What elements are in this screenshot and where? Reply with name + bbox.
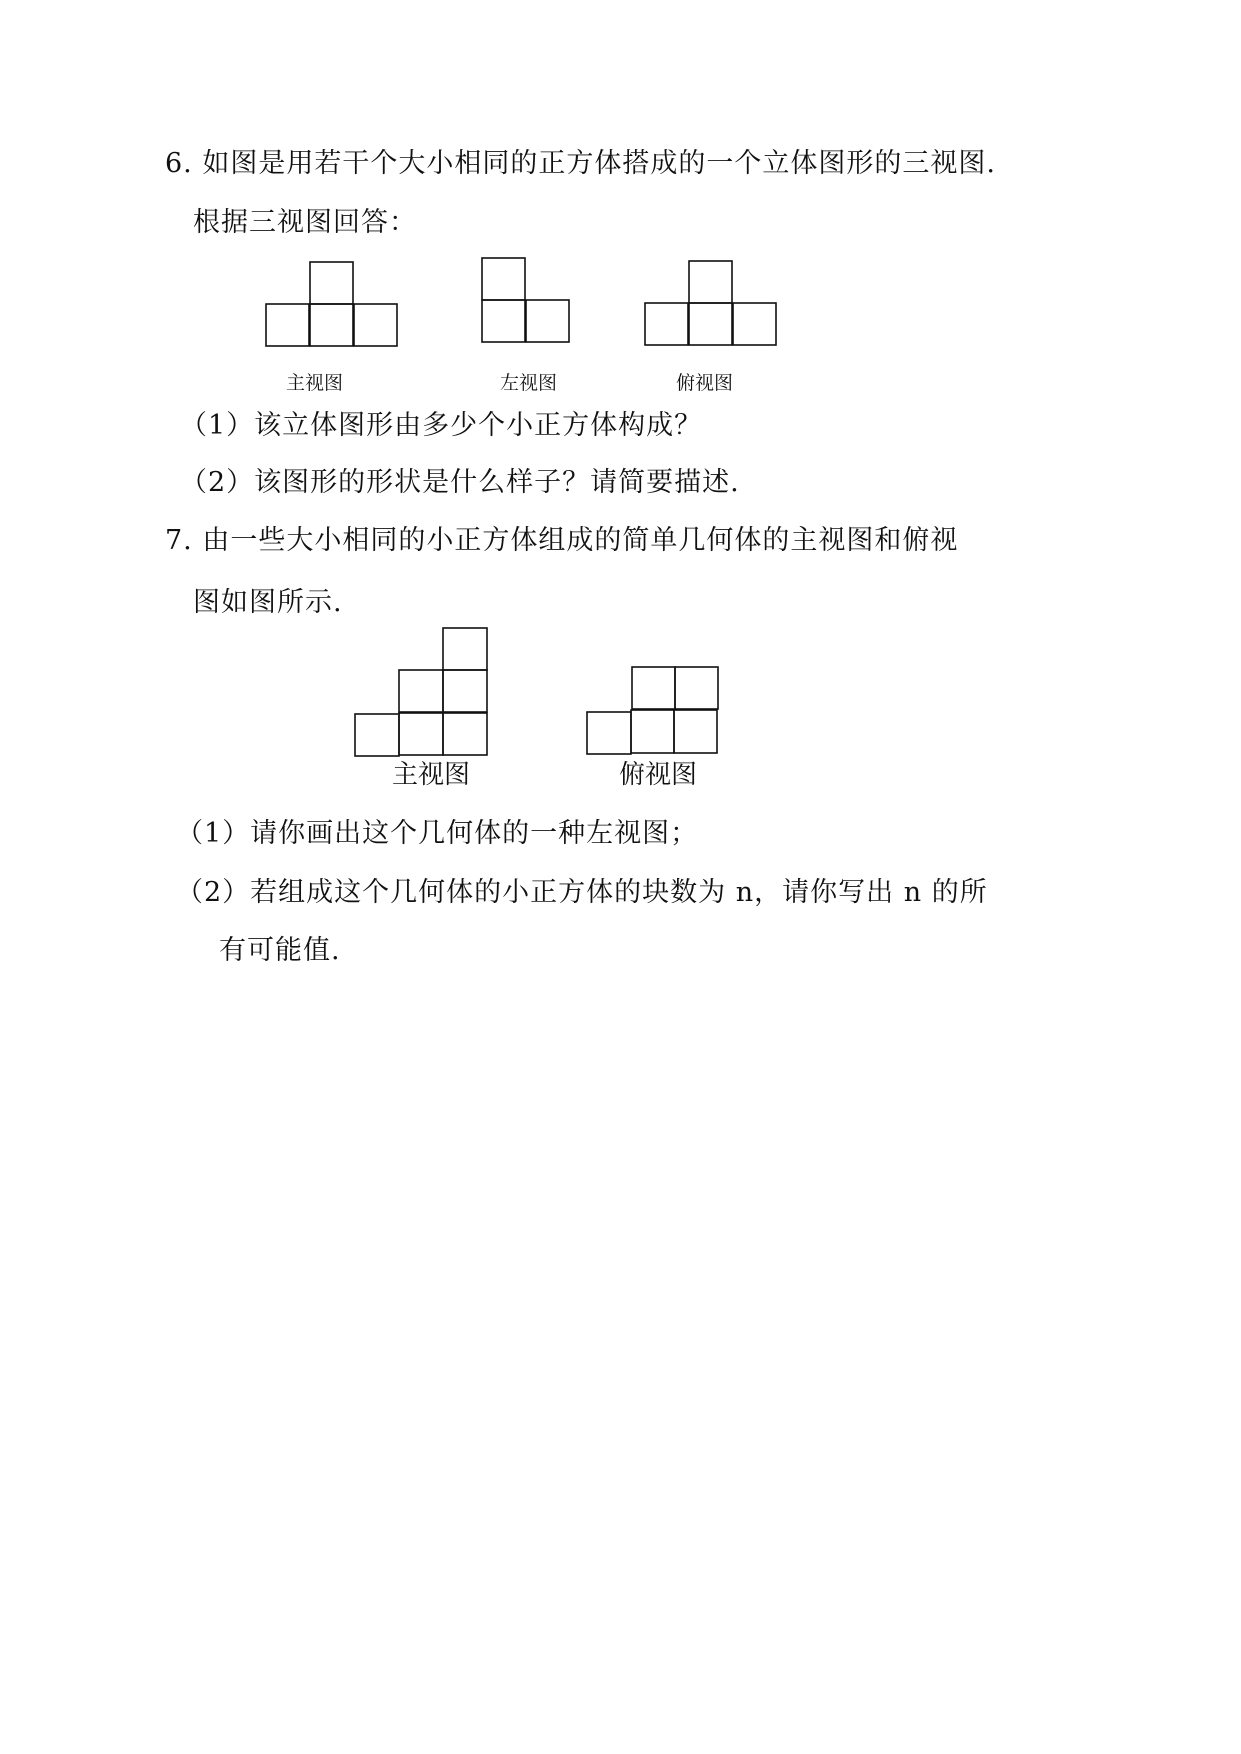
q6-caption-left-view: 左视图 <box>500 372 558 394</box>
q6-caption-top-view: 俯视图 <box>676 372 734 394</box>
q7-caption-top-view: 俯视图 <box>619 760 698 790</box>
q7-caption-front-view: 主视图 <box>392 760 471 790</box>
q7-stem-line2: 图如图所示. <box>193 587 343 618</box>
q6-stem-line1: 6. 如图是用若干个大小相同的正方体搭成的一个立体图形的三视图. <box>165 148 996 179</box>
q7-part1: （1）请你画出这个几何体的一种左视图； <box>176 818 699 849</box>
q6-caption-front-view: 主视图 <box>286 372 344 394</box>
q7-top-view <box>587 667 718 754</box>
q6-part2: （2）该图形的形状是什么样子？请简要描述. <box>180 467 740 498</box>
q7-views-figure <box>0 0 1241 800</box>
q7-front-view <box>355 628 487 756</box>
q6-stem-line2: 根据三视图回答： <box>193 207 417 238</box>
q7-part2-line1: （2）若组成这个几何体的小正方体的块数为 n，请你写出 n 的所 <box>176 877 988 908</box>
q6-part1: （1）该立体图形由多少个小正方体构成？ <box>180 410 703 441</box>
q7-part2-line2: 有可能值. <box>219 935 341 966</box>
q7-stem-line1: 7. 由一些大小相同的小正方体组成的简单几何体的主视图和俯视 <box>165 525 959 556</box>
